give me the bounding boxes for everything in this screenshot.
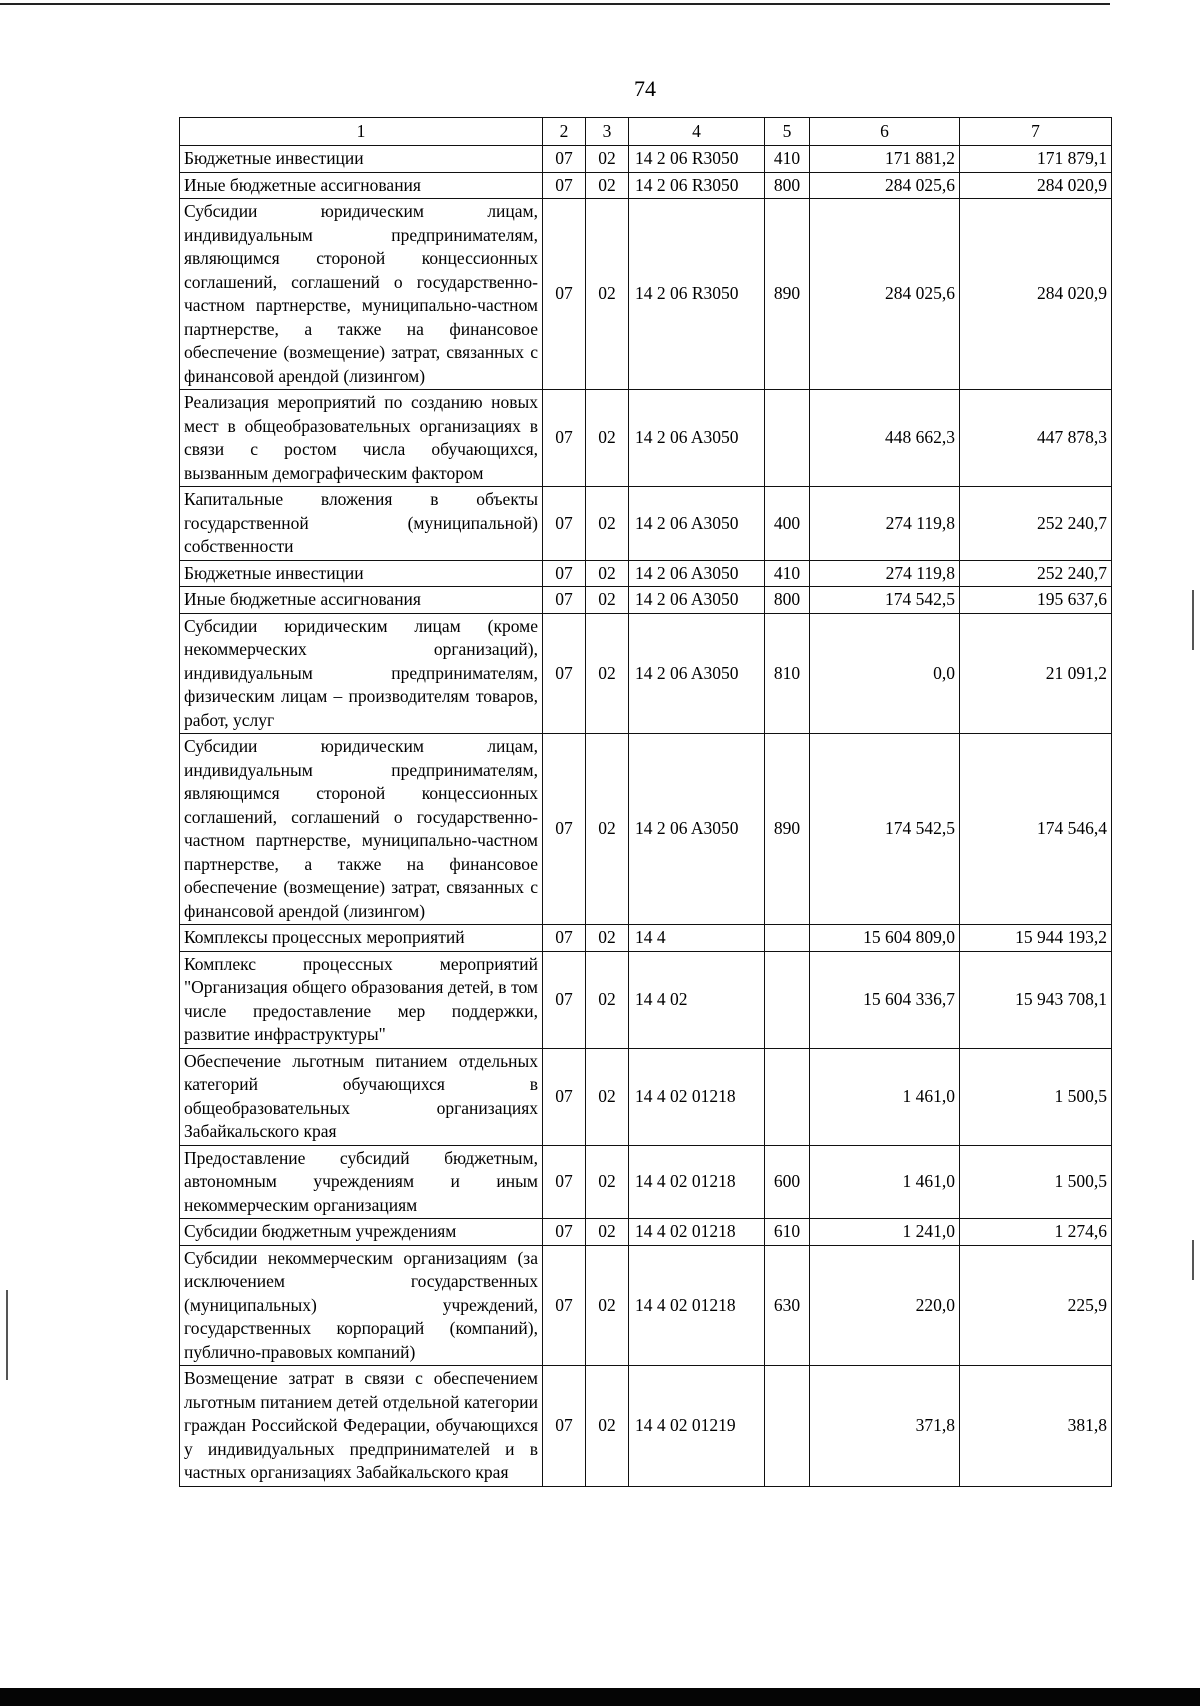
expense-type-cell	[765, 925, 810, 952]
amount-year2-cell: 171 879,1	[960, 146, 1112, 173]
amount-year1-cell: 371,8	[810, 1366, 960, 1487]
table-row	[180, 925, 1112, 952]
section-cell: 07	[543, 199, 586, 390]
expense-type-cell: 410	[765, 560, 810, 587]
amount-year1-cell: 171 881,2	[810, 146, 960, 173]
section-cell: 07	[543, 1245, 586, 1366]
subsection-cell: 02	[586, 951, 629, 1048]
expense-type-cell	[765, 1048, 810, 1145]
table-row	[180, 390, 1112, 487]
section-cell: 07	[543, 1048, 586, 1145]
item-name-cell: Бюджетные инвестиции	[180, 146, 543, 173]
amount-year2-cell: 1 274,6	[960, 1219, 1112, 1246]
subsection-cell: 02	[586, 1048, 629, 1145]
subsection-cell: 02	[586, 734, 629, 925]
subsection-cell: 02	[586, 199, 629, 390]
amount-year1-cell: 448 662,3	[810, 390, 960, 487]
expense-type-cell: 810	[765, 613, 810, 734]
target-code-cell: 14 2 06 R3050	[629, 199, 765, 390]
target-code-cell: 14 2 06 A3050	[629, 390, 765, 487]
item-name-cell: Иные бюджетные ассигнования	[180, 587, 543, 614]
target-code-cell: 14 2 06 A3050	[629, 587, 765, 614]
subsection-cell: 02	[586, 1145, 629, 1219]
amount-year2-cell: 15 944 193,2	[960, 925, 1112, 952]
expense-type-cell: 630	[765, 1245, 810, 1366]
target-code-cell: 14 4 02 01218	[629, 1048, 765, 1145]
item-name-cell: Предоставление субсидий бюджетным, автономным учреждениям и иным некоммерческим организациям	[180, 1145, 543, 1219]
item-name-cell: Иные бюджетные ассигнования	[180, 172, 543, 199]
amount-year1-cell: 284 025,6	[810, 199, 960, 390]
header-cell: 6	[810, 118, 960, 146]
table-header-row	[180, 118, 1112, 146]
amount-year2-cell: 1 500,5	[960, 1048, 1112, 1145]
amount-year1-cell: 1 241,0	[810, 1219, 960, 1246]
section-cell: 07	[543, 1366, 586, 1487]
header-cell: 2	[543, 118, 586, 146]
target-code-cell: 14 4 02	[629, 951, 765, 1048]
amount-year2-cell: 225,9	[960, 1245, 1112, 1366]
expense-type-cell: 800	[765, 172, 810, 199]
amount-year1-cell: 1 461,0	[810, 1048, 960, 1145]
section-cell: 07	[543, 951, 586, 1048]
item-name-cell: Комплексы процессных мероприятий	[180, 925, 543, 952]
item-name-cell: Реализация мероприятий по созданию новых мест в общеобразовательных организациях в связи с ростом числа обучающихся, вызванным демографическим фактором	[180, 390, 543, 487]
header-cell: 7	[960, 118, 1112, 146]
amount-year1-cell: 274 119,8	[810, 560, 960, 587]
item-name-cell: Субсидии юридическим лицам, индивидуальным предпринимателям, являющимся стороной концессионных соглашений, соглашений о государственно-частном партнерстве, муниципально-частном партнерстве, а также на финансовое обеспечение (возмещение) затрат, связанных с финансовой арендой (лизингом)	[180, 734, 543, 925]
scan-edge-mark	[6, 1290, 8, 1380]
item-name-cell: Комплекс процессных мероприятий "Организация общего образования детей, в том числе предоставление мер поддержки, развитие инфраструктуры"	[180, 951, 543, 1048]
amount-year2-cell: 1 500,5	[960, 1145, 1112, 1219]
subsection-cell: 02	[586, 1366, 629, 1487]
scan-top-border	[0, 3, 1110, 5]
subsection-cell: 02	[586, 172, 629, 199]
expense-type-cell	[765, 390, 810, 487]
item-name-cell: Субсидии бюджетным учреждениям	[180, 1219, 543, 1246]
item-name-cell: Возмещение затрат в связи с обеспечением льготным питанием детей отдельной категории граждан Российской Федерации, обучающихся у индивидуальных предпринимателей и в частных организациях Забайкальского края	[180, 1366, 543, 1487]
subsection-cell: 02	[586, 613, 629, 734]
table-row	[180, 613, 1112, 734]
amount-year2-cell: 195 637,6	[960, 587, 1112, 614]
section-cell: 07	[543, 1219, 586, 1246]
amount-year2-cell: 252 240,7	[960, 487, 1112, 561]
expense-type-cell	[765, 951, 810, 1048]
amount-year1-cell: 284 025,6	[810, 172, 960, 199]
expense-type-cell: 800	[765, 587, 810, 614]
item-name-cell: Субсидии юридическим лицам, индивидуальным предпринимателям, являющимся стороной концессионных соглашений, соглашений о государственно-частном партнерстве, муниципально-частном партнерстве, а также на финансовое обеспечение (возмещение) затрат, связанных с финансовой арендой (лизингом)	[180, 199, 543, 390]
table-row	[180, 1048, 1112, 1145]
budget-table	[179, 117, 1112, 1487]
item-name-cell: Обеспечение льготным питанием отдельных категорий обучающихся в общеобразовательных организациях Забайкальского края	[180, 1048, 543, 1145]
expense-type-cell: 890	[765, 199, 810, 390]
target-code-cell: 14 2 06 A3050	[629, 613, 765, 734]
table-row	[180, 951, 1112, 1048]
target-code-cell: 14 2 06 A3050	[629, 734, 765, 925]
subsection-cell: 02	[586, 487, 629, 561]
target-code-cell: 14 2 06 A3050	[629, 560, 765, 587]
table-row	[180, 146, 1112, 173]
target-code-cell: 14 2 06 R3050	[629, 172, 765, 199]
scan-edge-mark	[1192, 1240, 1194, 1280]
section-cell: 07	[543, 487, 586, 561]
target-code-cell: 14 4 02 01218	[629, 1245, 765, 1366]
amount-year1-cell: 174 542,5	[810, 587, 960, 614]
section-cell: 07	[543, 1145, 586, 1219]
amount-year2-cell: 447 878,3	[960, 390, 1112, 487]
subsection-cell: 02	[586, 1219, 629, 1246]
item-name-cell: Субсидии некоммерческим организациям (за исключением государственных (муниципальных) учреждений, государственных корпораций (компаний), публично-правовых компаний)	[180, 1245, 543, 1366]
expense-type-cell: 600	[765, 1145, 810, 1219]
target-code-cell: 14 4	[629, 925, 765, 952]
table-row	[180, 587, 1112, 614]
target-code-cell: 14 2 06 R3050	[629, 146, 765, 173]
section-cell: 07	[543, 172, 586, 199]
item-name-cell: Капитальные вложения в объекты государственной (муниципальной) собственности	[180, 487, 543, 561]
target-code-cell: 14 4 02 01218	[629, 1219, 765, 1246]
amount-year2-cell: 21 091,2	[960, 613, 1112, 734]
table-row	[180, 487, 1112, 561]
subsection-cell: 02	[586, 390, 629, 487]
amount-year1-cell: 15 604 336,7	[810, 951, 960, 1048]
item-name-cell: Бюджетные инвестиции	[180, 560, 543, 587]
section-cell: 07	[543, 146, 586, 173]
amount-year2-cell: 15 943 708,1	[960, 951, 1112, 1048]
amount-year2-cell: 381,8	[960, 1366, 1112, 1487]
header-cell: 5	[765, 118, 810, 146]
target-code-cell: 14 2 06 A3050	[629, 487, 765, 561]
table-row	[180, 560, 1112, 587]
amount-year2-cell: 252 240,7	[960, 560, 1112, 587]
expense-type-cell: 400	[765, 487, 810, 561]
table-row	[180, 734, 1112, 925]
section-cell: 07	[543, 560, 586, 587]
section-cell: 07	[543, 734, 586, 925]
header-cell: 4	[629, 118, 765, 146]
amount-year1-cell: 1 461,0	[810, 1145, 960, 1219]
amount-year1-cell: 15 604 809,0	[810, 925, 960, 952]
target-code-cell: 14 4 02 01219	[629, 1366, 765, 1487]
expense-type-cell: 610	[765, 1219, 810, 1246]
item-name-cell: Субсидии юридическим лицам (кроме некоммерческих организаций), индивидуальным предпринимателям, физическим лицам – производителям товаров, работ, услуг	[180, 613, 543, 734]
amount-year1-cell: 274 119,8	[810, 487, 960, 561]
subsection-cell: 02	[586, 925, 629, 952]
amount-year1-cell: 0,0	[810, 613, 960, 734]
table-row	[180, 199, 1112, 390]
table-row	[180, 172, 1112, 199]
scan-edge-mark	[1192, 590, 1194, 650]
expense-type-cell: 890	[765, 734, 810, 925]
target-code-cell: 14 4 02 01218	[629, 1145, 765, 1219]
table-row	[180, 1366, 1112, 1487]
subsection-cell: 02	[586, 1245, 629, 1366]
section-cell: 07	[543, 390, 586, 487]
amount-year2-cell: 284 020,9	[960, 199, 1112, 390]
subsection-cell: 02	[586, 146, 629, 173]
amount-year2-cell: 284 020,9	[960, 172, 1112, 199]
section-cell: 07	[543, 613, 586, 734]
expense-type-cell	[765, 1366, 810, 1487]
header-cell: 3	[586, 118, 629, 146]
amount-year1-cell: 174 542,5	[810, 734, 960, 925]
subsection-cell: 02	[586, 560, 629, 587]
section-cell: 07	[543, 587, 586, 614]
subsection-cell: 02	[586, 587, 629, 614]
amount-year1-cell: 220,0	[810, 1245, 960, 1366]
table-row	[180, 1145, 1112, 1219]
table-row	[180, 1219, 1112, 1246]
expense-type-cell: 410	[765, 146, 810, 173]
amount-year2-cell: 174 546,4	[960, 734, 1112, 925]
table-row	[180, 1245, 1112, 1366]
section-cell: 07	[543, 925, 586, 952]
scan-bottom-border	[0, 1688, 1200, 1706]
header-cell: 1	[180, 118, 543, 146]
page-number: 74	[634, 76, 656, 101]
